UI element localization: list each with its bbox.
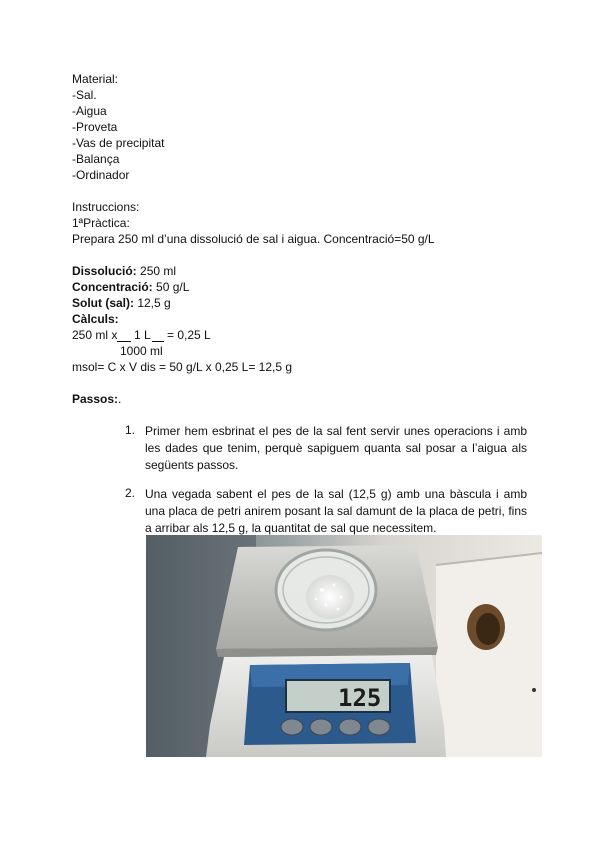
material-heading: Material: [72, 72, 119, 86]
scale-display-reading: 125 [338, 684, 382, 712]
fraction-underline-right [152, 341, 164, 342]
calculations-label: Càlculs: [72, 312, 119, 326]
msol-line: msol= C x V dis = 50 g/L x 0,25 L= 12,5 g [72, 360, 293, 374]
list-item [125, 423, 581, 479]
step-text: Una vegada sabent el pes de la sal (12,5 g) amb una bàscula i amb una placa de petri anirem posant la sal damunt de la placa de petri, fins a arribar als 12,5 g, la quantitat de sal que necessitem. [145, 487, 527, 535]
solute-line [72, 296, 171, 311]
dissolution-line [72, 264, 176, 279]
material-item: -Vas de precipitat [72, 136, 165, 150]
step-number: 2. [125, 486, 136, 500]
steps-heading-suffix: . [118, 392, 122, 406]
solute-label: Solut (sal): [72, 296, 134, 310]
fraction-numerator: 1 L [134, 328, 151, 342]
solute-value: 12,5 g [134, 296, 171, 310]
calc-prefix: 250 ml x [72, 328, 118, 342]
concentration-line [72, 280, 189, 295]
calc-result: = 0,25 L [167, 328, 211, 342]
material-item: -Sal. [72, 88, 97, 102]
material-item: -Ordinador [72, 168, 130, 182]
dissolution-value: 250 ml [136, 264, 177, 278]
scale-illustration [146, 535, 542, 757]
material-item: -Aigua [72, 104, 107, 118]
fraction-underline-left [117, 341, 131, 342]
list-item [125, 486, 581, 536]
instructions-heading: Instruccions: [72, 200, 140, 214]
material-item: -Balança [72, 152, 120, 166]
steps-heading-line [72, 392, 121, 407]
fraction-denominator: 1000 ml [120, 344, 163, 358]
steps-heading: Passos: [72, 392, 119, 406]
practice-subheading: 1ªPràctica: [72, 216, 130, 230]
dissolution-label: Dissolució: [72, 264, 137, 278]
scale-photo [146, 535, 542, 757]
instructions-text: Prepara 250 ml d’una dissolució de sal i aigua. Concentració=50 g/L [72, 232, 435, 246]
concentration-value: 50 g/L [152, 280, 190, 294]
step-number: 1. [125, 423, 136, 437]
material-item: -Proveta [72, 120, 118, 134]
step-text: Primer hem esbrinat el pes de la sal fent servir unes operacions i amb les dades que tenim, perquè sapiguem quanta sal posar a l’aigua als següents passos. [145, 424, 527, 472]
concentration-label: Concentració: [72, 280, 153, 294]
